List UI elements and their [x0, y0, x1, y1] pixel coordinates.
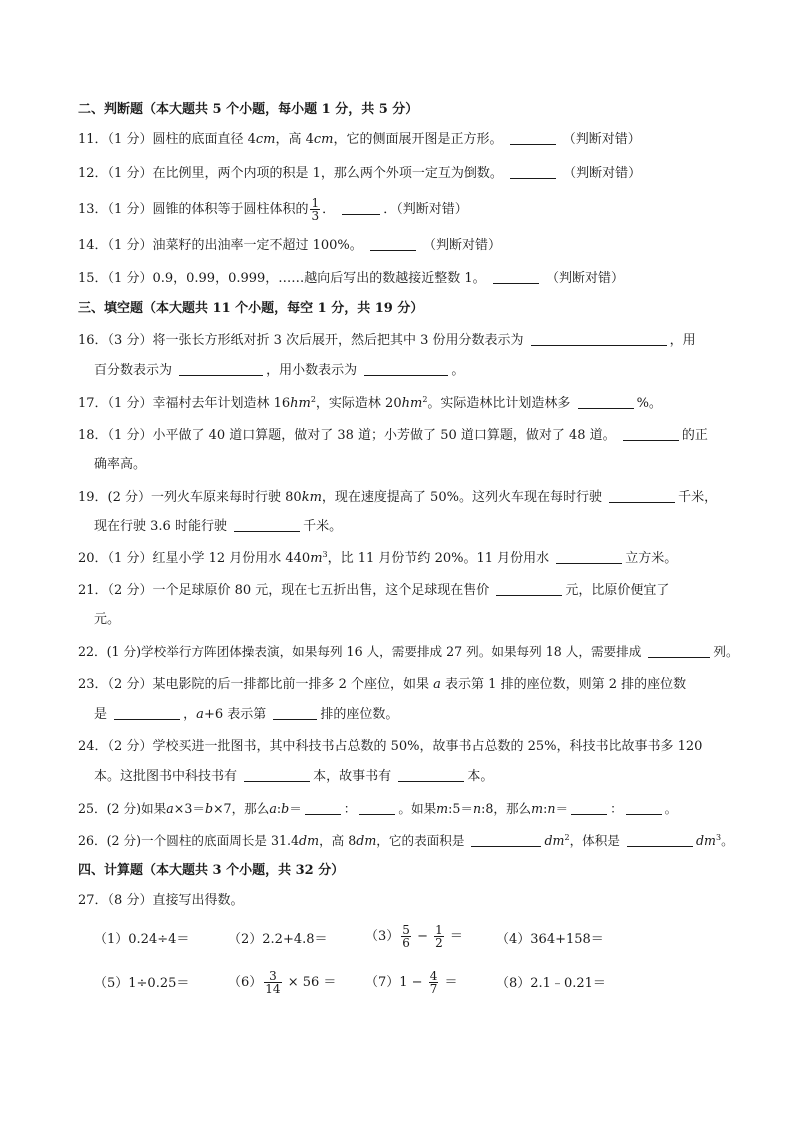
q26-text: ，体积是 [569, 833, 620, 848]
variable: a [196, 707, 204, 722]
question-18-continued: 确率高。 [94, 457, 147, 472]
q11-hint: （判断对错） [562, 132, 641, 147]
q17-text: 17．（1 分）幸福村去年计划造林 16 [78, 396, 291, 411]
variable: m [436, 801, 449, 816]
fraction [429, 970, 439, 995]
q26-unit: dm [544, 833, 565, 848]
q19-text: 19．(2 分）一列火车原来每时行驶 80 [78, 490, 302, 505]
q25-text: : [543, 801, 548, 816]
q25-text: ： [343, 801, 357, 816]
q16-text: 百分数表示为 [94, 363, 173, 378]
answer-blank[interactable] [578, 395, 634, 409]
q17-unit: hm [401, 396, 423, 411]
numerator: 1 [311, 196, 320, 210]
q24-text: 本。这批图书中科技书有 [94, 769, 238, 784]
section-3-heading: 三、填空题（本大题共 11 个小题，每空 1 分，共 19 分） [78, 301, 424, 316]
q17-exponent: 2 [310, 395, 316, 404]
q26-text: ，它的表面积是 [376, 833, 465, 848]
q21-text: 元，比原价便宜了 [565, 583, 670, 598]
q18-text: 的正 [681, 428, 708, 443]
q17-text: ，实际造林 20 [315, 396, 402, 411]
variable: m [531, 801, 544, 816]
q14-text: 14．（1 分）油菜籽的出油率一定不超过 100%。 [78, 238, 363, 253]
q26-exponent: 2 [564, 833, 570, 842]
answer-blank[interactable] [398, 768, 464, 782]
q26-exponent: 3 [715, 833, 722, 842]
q11-unit: cm [255, 132, 276, 147]
calc-prefix: （6） [228, 975, 263, 990]
calc-item-6 [228, 970, 336, 995]
q26-unit: dm [695, 833, 716, 848]
q16-text: 。 [451, 363, 465, 378]
calc-item-3 [365, 924, 463, 949]
question-15 [78, 270, 624, 288]
fraction [434, 924, 444, 949]
answer-blank[interactable] [114, 706, 180, 720]
numerator: 5 [402, 923, 410, 937]
numerator: 1 [435, 923, 443, 937]
calc-item-5: （5）1÷0.25＝ [94, 976, 190, 991]
denominator: 6 [402, 936, 410, 950]
q26-unit: dm [299, 833, 320, 848]
q26-text: 。 [721, 833, 734, 848]
calc-item-4: （4）364+158＝ [496, 932, 604, 947]
answer-blank[interactable] [359, 801, 395, 815]
q16-text: ，用 [669, 333, 696, 348]
calc-item-1: （1）0.24÷4＝ [94, 932, 190, 947]
question-17 [78, 395, 662, 413]
answer-blank[interactable] [244, 768, 310, 782]
answer-blank[interactable] [556, 550, 622, 564]
answer-blank[interactable] [305, 801, 341, 815]
question-14 [78, 237, 501, 255]
fraction [401, 924, 411, 949]
q26-text: 26．(2 分)一个圆柱的底面周长是 31.4 [78, 833, 300, 848]
answer-blank[interactable] [370, 237, 416, 251]
question-21 [78, 582, 669, 600]
answer-blank[interactable] [496, 582, 562, 596]
q12-hint: （判断对错） [563, 166, 642, 181]
question-23 [78, 676, 686, 694]
question-16-continued [94, 362, 464, 380]
question-18 [78, 427, 708, 445]
variable: a [433, 677, 441, 692]
question-23-continued: 是 ，a+6 表示第 排的座位数。 [94, 707, 399, 722]
q25-text: : [276, 801, 282, 816]
variable: b [281, 801, 290, 816]
question-20 [78, 550, 677, 568]
q13-text: ． [322, 202, 336, 217]
question-24-continued [94, 768, 493, 786]
q23-text: +6 表示第 [203, 707, 267, 722]
question-16 [78, 332, 696, 350]
q23-text: 排的座位数。 [320, 707, 399, 722]
q19-text: ，现在速度提高了 50%。这列火车现在每时行驶 [321, 490, 602, 505]
q14-hint: （判断对错） [423, 238, 502, 253]
numerator: 3 [264, 970, 281, 983]
answer-blank[interactable] [510, 165, 556, 179]
question-22 [78, 643, 739, 661]
q17-exponent: 2 [422, 395, 428, 404]
answer-blank[interactable] [626, 801, 662, 815]
question-25 [78, 800, 677, 818]
q11-unit: cm [313, 132, 334, 147]
answer-blank[interactable] [627, 833, 693, 847]
question-24: 24．（2 分）学校买进一批图书，其中科技书占总数的 50%，故事书占总数的 25%，科技书比故事书多 120 [78, 739, 703, 754]
q16-text: ，用小数表示为 [266, 363, 358, 378]
equals: ＝ [444, 975, 458, 990]
q23-text: 23．（2 分）某电影院的后一排都比前一排多 2 个座位，如果 [78, 677, 429, 692]
q16-text: 16．（3 分）将一张长方形纸对折 3 次后展开，然后把其中 3 份用分数表示为 [78, 333, 524, 348]
q24-text: 本。 [467, 769, 494, 784]
answer-blank[interactable] [273, 706, 317, 720]
q13-hint: ．（判断对错） [383, 202, 468, 217]
question-19-continued [94, 518, 342, 536]
answer-blank[interactable] [493, 270, 539, 284]
q18-text: 18．（1 分）小平做了 40 道口算题，做对了 38 道；小芳做了 50 道口算题，做对了 48 道。 [78, 428, 616, 443]
q20-text: ，比 11 月份节约 20%。11 月份用水 [327, 551, 550, 566]
answer-blank[interactable] [471, 833, 541, 847]
q25-text: ×7，那么 [213, 801, 270, 816]
q19-text: 现在行驶 3.6 时能行驶 [94, 519, 227, 534]
question-27: 27．（8 分）直接写出得数。 [78, 893, 244, 908]
calc-prefix: （7）1 − [365, 975, 423, 990]
q26-text: ，高 8 [319, 833, 357, 848]
q26-unit: dm [356, 833, 377, 848]
q19-text: 千米， [678, 490, 718, 505]
calc-item-2: （2）2.2+4.8＝ [228, 932, 328, 947]
variable: b [204, 801, 213, 816]
q23-text: 表示第 1 排的座位数，则第 2 排的座位数 [445, 677, 687, 692]
q11-text: 11．（1 分）圆柱的底面直径 4 [78, 132, 256, 147]
q22-text: 列。 [713, 644, 739, 659]
q15-text: 15．（1 分）0.9，0.99，0.999，……越向后写出的数越接近整数 1。 [78, 271, 486, 286]
calc-prefix: （3） [365, 929, 400, 944]
q23-text: 是 [94, 707, 108, 722]
q25-text: ： [610, 801, 623, 816]
q25-text: :5＝ [448, 801, 473, 816]
section-2-heading: 二、判断题（本大题共 5 个小题，每小题 1 分，共 5 分） [78, 102, 419, 117]
q17-text: %。 [636, 396, 662, 411]
q19-text: 千米。 [303, 519, 343, 534]
answer-blank[interactable] [364, 362, 448, 376]
q17-text: 。实际造林比计划造林多 [427, 396, 571, 411]
variable: a [269, 801, 277, 816]
q11-text: ，它的侧面展开图是正方形。 [333, 132, 503, 147]
q17-unit: hm [290, 396, 311, 411]
q19-unit: km [301, 490, 322, 505]
question-13 [78, 197, 468, 222]
answer-blank[interactable] [648, 644, 710, 658]
q25-text: ×3＝ [173, 801, 205, 816]
q25-text: ＝ [289, 801, 302, 816]
q21-text: 21．（2 分）一个足球原价 80 元，现在七五折出售，这个足球现在售价 [78, 583, 490, 598]
answer-blank[interactable] [179, 362, 263, 376]
numerator: 4 [429, 969, 438, 983]
variable: n [547, 801, 556, 816]
q20-exponent: 3 [322, 550, 328, 559]
answer-blank[interactable] [510, 131, 556, 145]
answer-blank[interactable] [531, 332, 667, 346]
section-4-heading: 四、计算题（本大题共 3 个小题，共 32 分） [78, 863, 345, 878]
q11-text: ，高 4 [275, 132, 314, 147]
q13-text: 13．（1 分）圆锥的体积等于圆柱体积的 [78, 202, 309, 217]
operator: × 56 ＝ [287, 975, 337, 990]
q20-text: 20．（1 分）红星小学 12 月份用水 440 [78, 551, 311, 566]
q20-unit: m [310, 551, 323, 566]
answer-blank[interactable] [623, 427, 679, 441]
q25-text: 25．(2 分)如果 [78, 801, 167, 816]
variable: n [472, 801, 482, 816]
question-26 [78, 832, 734, 850]
q24-text: 本，故事书有 [313, 769, 392, 784]
q25-text: ＝ [555, 801, 569, 816]
q25-text: 。如果 [398, 801, 437, 816]
operator: − [417, 929, 428, 944]
q15-hint: （判断对错） [545, 271, 624, 286]
calc-item-7 [365, 970, 458, 995]
q20-text: 立方米。 [625, 551, 678, 566]
denominator: 14 [265, 982, 281, 996]
denominator: 7 [429, 982, 438, 996]
q22-text: 22．(1 分)学校举行方阵团体操表演，如果每列 16 人，需要排成 27 列。如果每列 18 人，需要排成 [78, 644, 642, 659]
answer-blank[interactable] [234, 518, 300, 532]
q25-text: 。 [664, 801, 678, 816]
equals: ＝ [449, 929, 463, 944]
fraction [264, 970, 281, 995]
question-12 [78, 165, 641, 183]
answer-blank[interactable] [609, 489, 675, 503]
question-11 [78, 131, 641, 149]
answer-blank[interactable] [342, 201, 380, 215]
question-19 [78, 489, 717, 507]
calc-item-8: （8）2.1﹣0.21＝ [496, 976, 606, 991]
variable: a [166, 801, 174, 816]
question-21-continued: 元。 [94, 612, 121, 627]
denominator: 3 [311, 209, 320, 223]
q25-text: :8，那么 [481, 801, 532, 816]
fraction [310, 197, 320, 222]
denominator: 2 [435, 936, 443, 950]
answer-blank[interactable] [571, 801, 607, 815]
q12-text: 12．（1 分）在比例里，两个内项的积是 1，那么两个外项一定互为倒数。 [78, 166, 503, 181]
